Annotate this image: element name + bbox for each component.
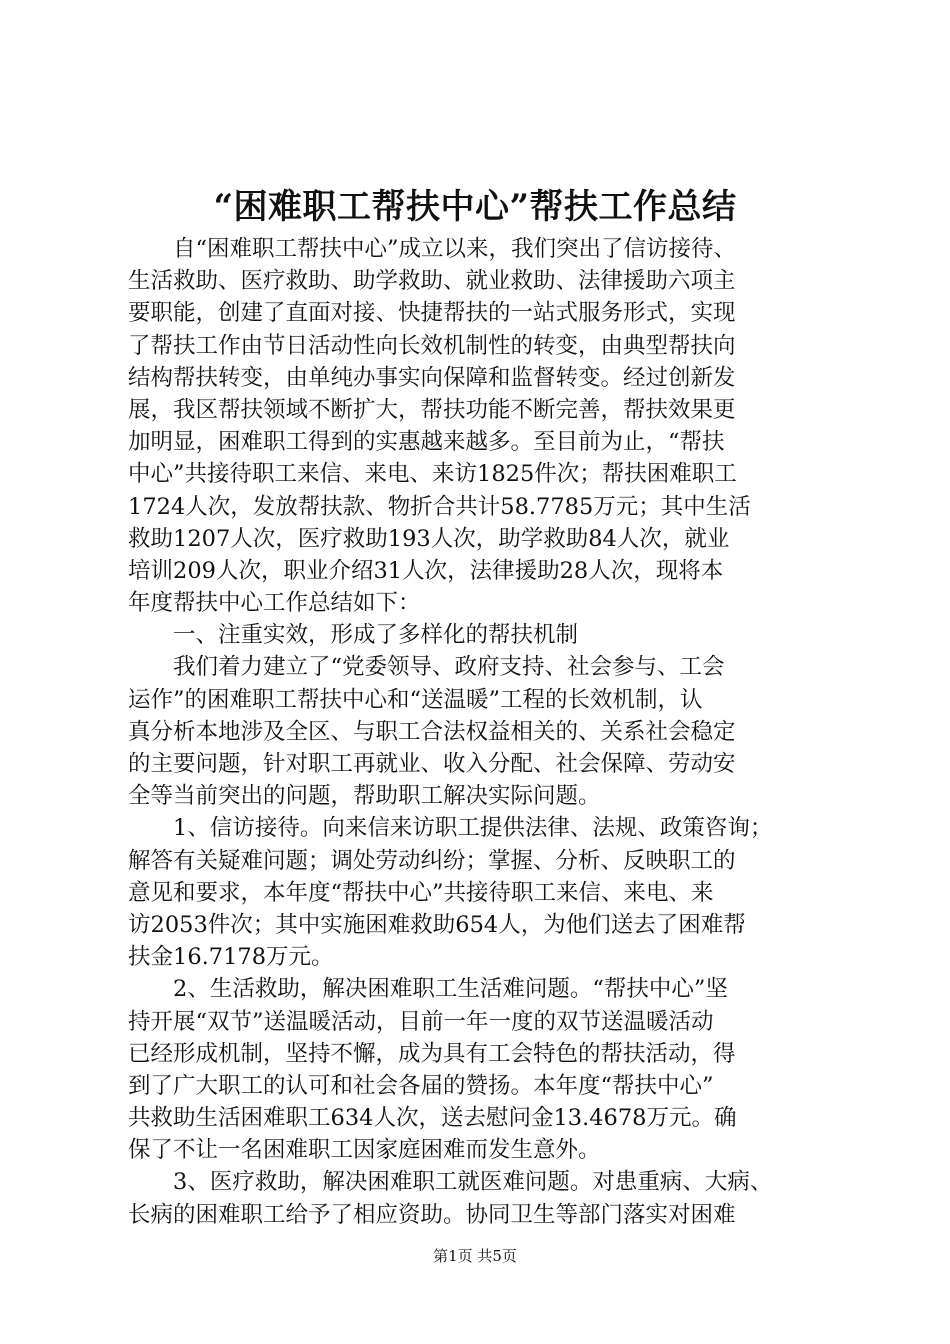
body-line: 持开展“双节”送温暖活动，目前一年一度的双节送温暖活动 (128, 1008, 714, 1035)
body-line: 2、生活救助，解决困难职工生活难问题。“帮扶中心”坚 (128, 976, 728, 1003)
body-line: 救助1207人次，医疗救助193人次，助学救助84人次，就业 (128, 525, 730, 552)
body-line: 的主要问题，针对职工再就业、收入分配、社会保障、劳动安 (128, 751, 736, 777)
body-line: 共救助生活困难职工634人次，送去慰问金13.4678万元。确 (128, 1105, 737, 1132)
document-title: “困难职工帮扶中心”帮扶工作总结 (213, 187, 737, 227)
body-line: 年度帮扶中心工作总结如下： (128, 590, 421, 617)
body-line: 全等当前突出的问题，帮助职工解决实际问题。 (128, 783, 601, 810)
body-line: 展，我区帮扶领域不断扩大，帮扶功能不断完善，帮扶效果更 (128, 396, 736, 423)
body-line: 中心”共接待职工来信、来电、来访1825件次；帮扶困难职工 (128, 461, 737, 488)
body-line: 3、医疗救助，解决困难职工就医难问题。对患重病、大病、 (128, 1169, 773, 1196)
body-line: 已经形成机制，坚持不懈，成为具有工会特色的帮扶活动，得 (128, 1040, 736, 1067)
body-line: 生活救助、医疗救助、助学救助、就业救助、法律援助六项主 (128, 268, 736, 295)
body-line: 运作”的困难职工帮扶中心和“送温暖”工程的长效机制，认 (128, 686, 703, 713)
body-line: 意见和要求，本年度“帮扶中心”共接待职工来信、来电、来 (128, 879, 714, 906)
body-line: 1724人次，发放帮扶款、物折合共计58.7785万元；其中生活 (128, 493, 751, 520)
document-body (128, 233, 828, 1231)
body-line: 要职能，创建了直面对接、快捷帮扶的一站式服务形式，实现 (128, 300, 736, 327)
body-line: 培训209人次，职业介绍31人次，法律援助28人次，现将本 (128, 557, 724, 584)
body-line: 访2053件次；其中实施困难救助654人，为他们送去了困难帮 (128, 911, 746, 938)
body-line: 扶金16.7178万元。 (128, 944, 334, 971)
body-line: 1、信访接待。向来信来访职工提供法律、法规、政策咨询； (128, 815, 773, 842)
body-line: 长病的困难职工给予了相应资助。协同卫生等部门落实对困难 (128, 1201, 736, 1228)
body-line: 保了不让一名困难职工因家庭困难而发生意外。 (128, 1137, 601, 1164)
body-line: 自“困难职工帮扶中心”成立以来，我们突出了信访接待、 (128, 236, 737, 262)
body-line: 到了广大职工的认可和社会各届的赞扬。本年度“帮扶中心” (128, 1072, 714, 1099)
body-line: 解答有关疑难问题；调处劳动纠纷；掌握、分析、反映职工的 (128, 847, 736, 874)
body-line: 我们着力建立了“党委领导、政府支持、社会参与、工会 (128, 654, 725, 681)
body-line: 加明显，困难职工得到的实惠越来越多。至目前为止，“帮扶 (128, 429, 725, 456)
body-line: 结构帮扶转变，由单纯办事实向保障和监督转变。经过创新发 (128, 364, 736, 391)
section-heading: 一、注重实效，形成了多样化的帮扶机制 (128, 622, 579, 649)
page-footer: 第1页 共5页 (433, 1247, 517, 1265)
body-line: 真分析本地涉及全区、与职工合法权益相关的、关系社会稳定 (128, 718, 736, 745)
body-line: 了帮扶工作由节日活动性向长效机制性的转变，由典型帮扶向 (128, 332, 736, 359)
